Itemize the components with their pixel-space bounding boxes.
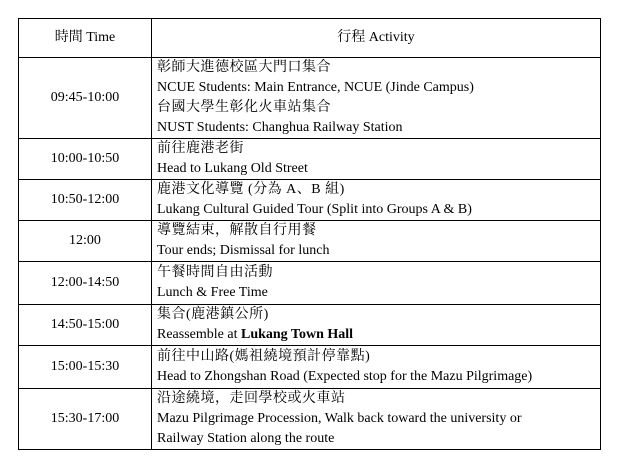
activity-cell xyxy=(152,305,601,346)
reassemble-prefix: Reassemble at xyxy=(157,327,241,342)
activity-line-zh: 鹿港文化導覽 (分為 A、B 組) xyxy=(157,182,345,197)
itinerary-table xyxy=(18,18,601,450)
activity-cell xyxy=(152,139,601,180)
activity-line-en: NUST Students: Changhua Railway Station xyxy=(157,120,403,135)
time-cell: 12:00-14:50 xyxy=(19,262,152,305)
table-row xyxy=(19,58,601,139)
table-row xyxy=(19,389,601,450)
town-hall-name: Lukang Town Hall xyxy=(240,327,354,342)
table-row xyxy=(19,346,601,389)
time-cell: 10:00-10:50 xyxy=(19,139,152,180)
activity-line-en: Head to Lukang Old Street xyxy=(157,161,308,176)
table-header-row xyxy=(19,19,601,58)
time-cell: 12:00 xyxy=(19,221,152,262)
activity-column-header: 行程 Activity xyxy=(152,19,601,58)
table-row xyxy=(19,262,601,305)
activity-cell xyxy=(152,262,601,305)
activity-cell xyxy=(152,389,601,450)
time-cell: 15:00-15:30 xyxy=(19,346,152,389)
activity-line-zh: 午餐時間自由活動 xyxy=(157,265,273,280)
activity-line-zh: 集合(鹿港鎮公所) xyxy=(157,307,269,322)
activity-cell xyxy=(152,58,601,139)
activity-line-en: Mazu Pilgrimage Procession, Walk back toward the university or xyxy=(157,411,522,426)
activity-line-en: Tour ends; Dismissal for lunch xyxy=(157,243,330,258)
activity-line-en: Lukang Cultural Guided Tour (Split into Groups A & B) xyxy=(157,202,472,217)
activity-line-en xyxy=(157,325,595,345)
table-row xyxy=(19,221,601,262)
activity-line-zh: 沿途繞境，走回學校或火車站 xyxy=(157,391,346,406)
time-cell: 10:50-12:00 xyxy=(19,180,152,221)
activity-line-en: Lunch & Free Time xyxy=(157,285,268,300)
activity-cell xyxy=(152,346,601,389)
activity-line-en: Railway Station along the route xyxy=(157,431,335,446)
activity-line-zh: 前往中山路(媽祖繞境預計停靠點) xyxy=(157,349,371,364)
table-row xyxy=(19,139,601,180)
table-row xyxy=(19,305,601,346)
activity-line-zh: 彰師大進德校區大門口集合 xyxy=(157,60,331,75)
time-cell: 15:30-17:00 xyxy=(19,389,152,450)
table-row xyxy=(19,180,601,221)
activity-cell xyxy=(152,180,601,221)
activity-line-zh: 導覽結束，解散自行用餐 xyxy=(157,223,317,238)
activity-line-zh: 前往鹿港老街 xyxy=(157,141,244,156)
activity-line-en: NCUE Students: Main Entrance, NCUE (Jinde Campus) xyxy=(157,80,474,95)
activity-cell xyxy=(152,221,601,262)
time-column-header: 時間 Time xyxy=(19,19,152,58)
time-cell: 14:50-15:00 xyxy=(19,305,152,346)
activity-line-en: Head to Zhongshan Road (Expected stop for the Mazu Pilgrimage) xyxy=(157,369,533,384)
time-cell: 09:45-10:00 xyxy=(19,58,152,139)
activity-line-zh: 台國大學生彰化火車站集合 xyxy=(157,100,331,115)
